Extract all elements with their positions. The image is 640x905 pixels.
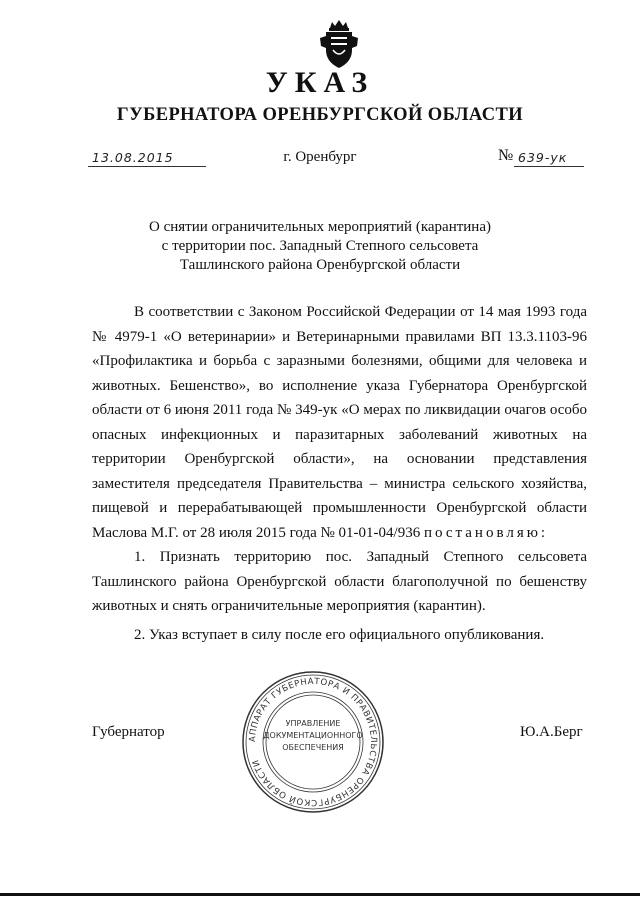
number-underline — [514, 166, 584, 167]
decree-body — [92, 300, 587, 647]
decree-word: постановляю: — [423, 524, 549, 541]
heading-line: с территории пос. Западный Степного сельсовета — [161, 238, 479, 254]
stamp-ring-text: АППАРАТ ГУБЕРНАТОРА И ПРАВИТЕЛЬСТВА ОРЕНБУРГСКОЙ ОБЛАСТИ — [247, 676, 379, 808]
decree-date: 13.08.2015 — [92, 150, 174, 165]
document-subtitle: ГУБЕРНАТОРА ОРЕНБУРГСКОЙ ОБЛАСТИ — [116, 105, 524, 125]
signatory-name: Ю.А.Берг — [520, 724, 583, 740]
item-1: 1. Признать территорию пос. Западный Степного сельсовета Ташлинского района Оренбургской области благополучной по бешенству животных и снять ограничительные мероприятия (карантин). — [92, 549, 587, 614]
heading-line: О снятии ограничительных мероприятий (карантина) — [149, 219, 491, 235]
bottom-rule — [0, 893, 640, 896]
stamp-center-line: УПРАВЛЕНИЕ — [285, 719, 341, 728]
svg-text:АППАРАТ ГУБЕРНАТОРА И ПРАВИТЕЛ — [248, 677, 378, 807]
preamble-paragraph — [92, 300, 587, 545]
coat-of-arms-icon — [318, 18, 360, 70]
stamp-center-line: ДОКУМЕНТАЦИОННОГО — [263, 731, 363, 740]
document-title: УКАЗ — [265, 66, 375, 99]
decree-city: г. Оренбург — [283, 149, 357, 165]
heading-line: Ташлинского района Оренбургской области — [179, 257, 461, 273]
item-2: 2. Указ вступает в силу после его официального опубликования. — [134, 626, 545, 643]
date-underline — [88, 166, 206, 167]
number-label: № — [498, 147, 514, 164]
decree-heading — [0, 218, 640, 275]
preamble-text: В соответствии с Законом Российской Федерации от 14 мая 1993 года № 4979-1 «О ветеринарии» и Ветеринарными правилами ВП 13.3.1103-96 «Профилактика и борьба с заразными болезнями, общими для человека и животных. Бешенство», во исполнение указа Губернатора Оренбургской области от 6 июня 2011 года № 349-ук «О мерах по ликвидации очагов особо опасных инфекционных и паразитарных заболеваний животных на территории Оренбургской области», на основании представления заместителя председателя Правительства – министра сельского хозяйства, пищевой и перерабатывающей промышленности Оренбургской области Маслова М.Г. от 28 июля 2015 года № 01-01-04/936 — [92, 304, 587, 541]
decree-number: 639-ук — [518, 150, 568, 165]
stamp-center-line: ОБЕСПЕЧЕНИЯ — [282, 743, 344, 752]
signatory-position: Губернатор — [92, 724, 165, 740]
official-stamp — [240, 669, 386, 815]
